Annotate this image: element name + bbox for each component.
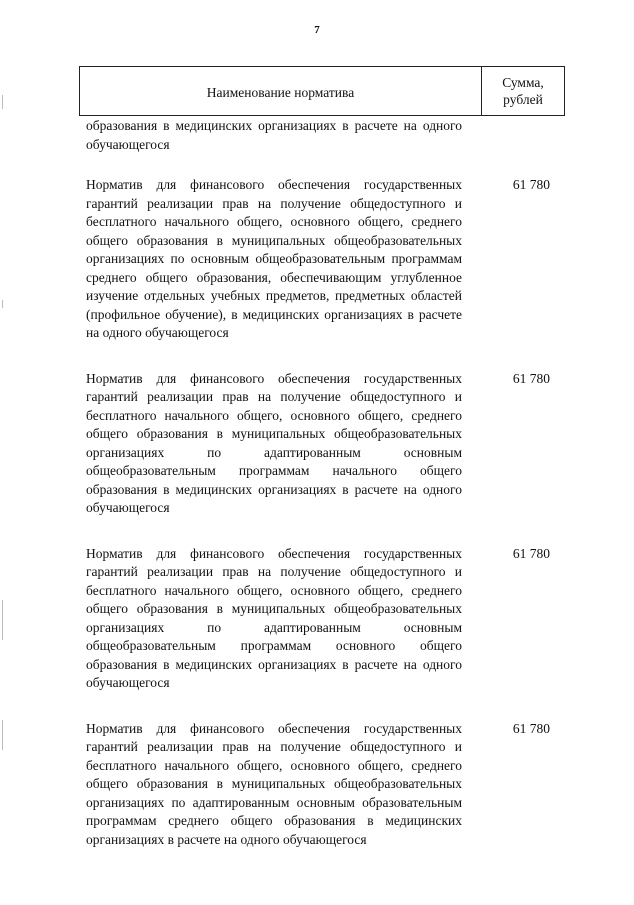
table-row — [86, 176, 550, 343]
table-body — [86, 117, 550, 876]
scan-artifact — [2, 95, 3, 109]
table-header — [79, 66, 565, 116]
row-text: Норматив для финансового обеспечения государственных гарантий реализации прав на получение общедоступного и бесплатного начального общего, основного общего, среднего общего образования в муниципальных общеобразовательных организациях по адаптированным основным общеобразовательным программам начального общего образования в медицинских организациях в расчете на одного обучающегося — [86, 370, 462, 515]
page-number: 7 — [314, 24, 320, 36]
header-name-column: Наименование норматива — [206, 85, 355, 100]
row-text: образования в медицинских организациях в расчете на одного обучающегося — [86, 118, 462, 152]
row-sum — [486, 117, 550, 154]
scan-artifact — [2, 300, 3, 308]
scan-artifact — [2, 600, 3, 640]
table-row — [86, 720, 550, 850]
header-sum-unit: рублей — [503, 92, 543, 107]
table-row — [86, 370, 550, 518]
table-row — [86, 545, 550, 693]
scan-artifact — [2, 720, 3, 750]
row-sum: 61 780 — [512, 720, 550, 736]
row-sum: 61 780 — [512, 545, 550, 561]
row-sum: 61 780 — [512, 370, 550, 386]
header-sum-column — [481, 67, 564, 115]
table-row-continuation — [86, 117, 550, 154]
row-text: Норматив для финансового обеспечения государственных гарантий реализации прав на получение общедоступного и бесплатного начального общего, основного общего, среднего общего образования в муниципальных общеобразовательных организациях по основным общеобразовательным программам среднего общего образования, обеспечивающим углубленное изучение отдельных учебных предметов, предметных областей (профильное обучение), в медицинских организациях в расчете на одного обучающегося — [86, 177, 462, 340]
row-text: Норматив для финансового обеспечения государственных гарантий реализации прав на получение общедоступного и бесплатного начального общего, основного общего, среднего общего образования в муниципальных общеобразовательных организациях по адаптированным основным общеобразовательным программам основного общего образования в медицинских организациях в расчете на одного обучающегося — [86, 545, 462, 690]
header-sum-label: Сумма, — [502, 75, 544, 90]
row-text: Норматив для финансового обеспечения государственных гарантий реализации прав на получение общедоступного и бесплатного начального общего, основного общего, среднего общего образования в муниципальных общеобразовательных организациях по адаптированным основным образовательным программам среднего общего образования в медицинских организациях в расчете на одного обучающегося — [86, 720, 462, 847]
row-sum: 61 780 — [512, 177, 550, 192]
